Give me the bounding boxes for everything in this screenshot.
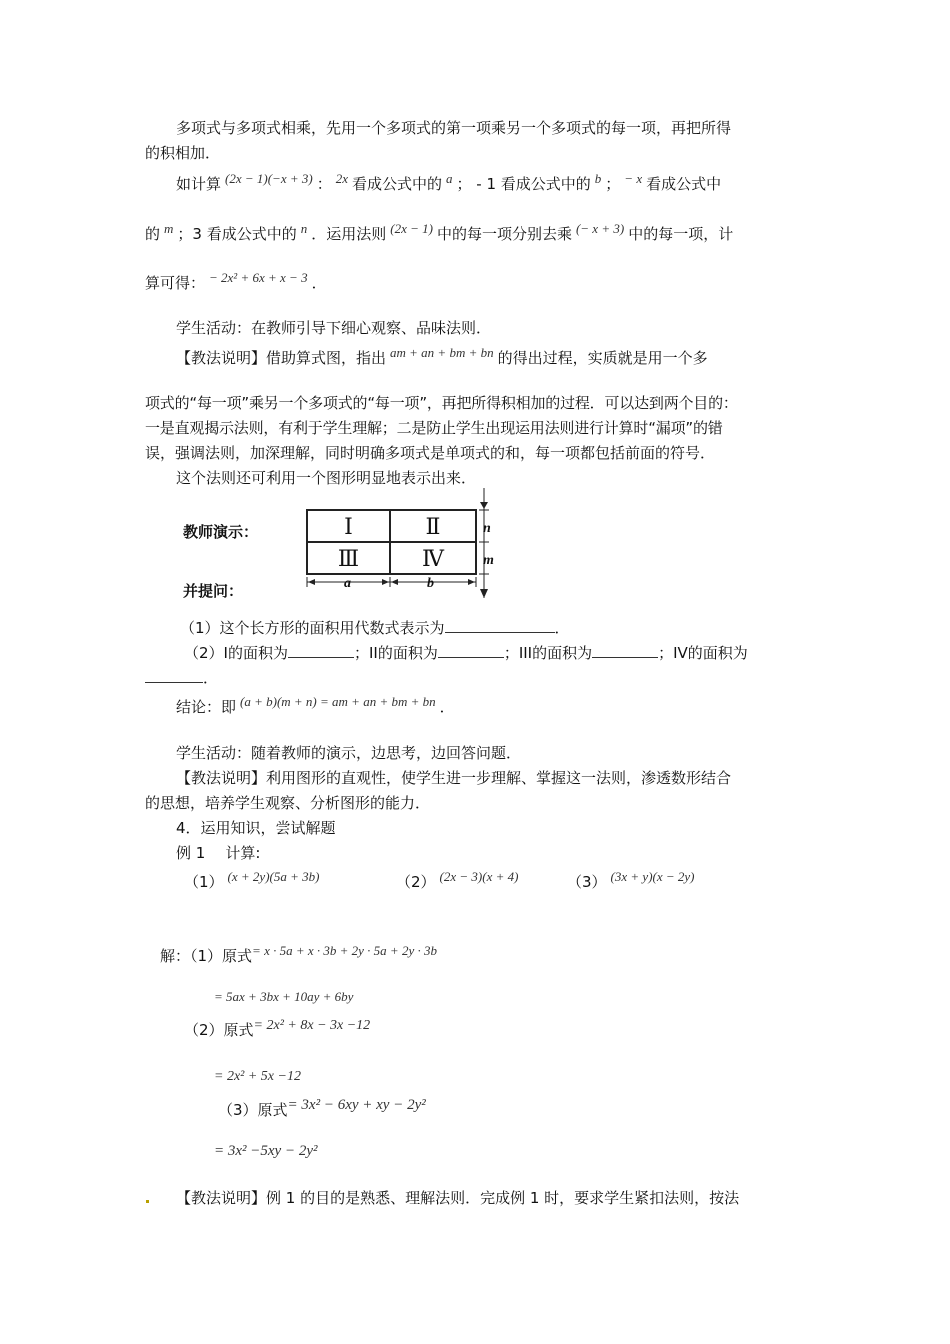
answer-blank: [445, 618, 555, 633]
note-1-line-3: 一是直观揭示法则，有利于学生理解；二是防止学生出现运用法则进行计算时“漏项”的错: [145, 419, 723, 437]
text: 例 1: [176, 844, 206, 862]
cell-4: Ⅳ: [422, 546, 444, 571]
text: 的得出过程，实质就是用一个多: [497, 349, 708, 367]
student-activity-2: 学生活动：随着教师的演示，边思考，边回答问题．: [176, 744, 522, 762]
text: 看成公式中: [646, 175, 722, 193]
text: ；III的面积为: [503, 644, 593, 662]
math-expr: (2x − 3)(x + 4): [439, 869, 519, 884]
cell-3: Ⅲ: [337, 546, 360, 571]
cell-2: Ⅱ: [425, 514, 441, 539]
math-expr: (2x − 1): [390, 221, 433, 236]
text: ；II的面积为: [353, 644, 438, 662]
solution-3-line-1: [218, 1097, 430, 1121]
cell-1: Ⅰ: [344, 514, 353, 539]
text: ：: [316, 175, 332, 193]
math-var: m: [164, 221, 174, 236]
math-expr: = x · 5a + x · 3b + 2y · 5a + 2y · 3b: [252, 943, 437, 958]
text: （1）这个长方形的面积用代数式表示为: [180, 619, 445, 637]
math-var: n: [300, 221, 308, 236]
para-2-line-1: [176, 171, 722, 195]
note-1-line-4: 误，强调法则，加深理解，同时明确多项式是单项式的和，每一项都包括前面的符号．: [145, 444, 716, 462]
math-expr: (2x − 1)(−x + 3): [225, 171, 313, 186]
dim-a: a: [344, 576, 351, 591]
student-activity-1: 学生活动：在教师引导下细心观察、品味法则．: [176, 319, 492, 337]
text: （2）原式: [184, 1021, 254, 1039]
solution-1-line-2: [210, 986, 357, 1007]
answer-blank: [145, 668, 203, 683]
para-1-line-1: 多项式与多项式相乘，先用一个多项式的第一项乘另一个多项式的每一项，再把所得: [176, 119, 732, 137]
text: ；: [605, 175, 621, 193]
dim-m: m: [483, 553, 494, 568]
example-1-label: [176, 843, 260, 863]
text: （2）I的面积为: [184, 644, 288, 662]
text: ；IV的面积为: [658, 644, 748, 662]
math-expr: (3x + y)(x − 2y): [610, 869, 695, 884]
text: ．运用法则: [311, 225, 387, 243]
answer-blank: [438, 643, 504, 658]
text: ．: [203, 669, 219, 687]
math-expr: = 2x² + 5x −12: [214, 1069, 301, 1084]
text: 的: [145, 225, 161, 243]
math-expr: (x + 2y)(5a + 3b): [227, 869, 320, 884]
decorative-dot: [146, 1200, 149, 1203]
text: 如计算: [176, 175, 222, 193]
solution-3-line-2: [210, 1140, 322, 1161]
text: ；3 看成公式中的: [177, 225, 297, 243]
math-expr: − x: [624, 171, 643, 186]
text: 结论：即: [176, 698, 237, 716]
text: ．: [439, 698, 455, 716]
text: 算可得：: [145, 274, 206, 292]
para-2-line-3: [145, 270, 327, 294]
dim-b: b: [427, 576, 434, 591]
math-expr: 2x: [335, 171, 348, 186]
text: （3）原式: [218, 1101, 288, 1119]
text: 计算:: [225, 844, 261, 862]
text: ．: [311, 274, 327, 292]
text: 中的每一项分别去乘: [436, 225, 572, 243]
question-2-end: [145, 668, 218, 688]
section-4-heading: 4．运用知识，尝试解题: [176, 819, 336, 837]
example-item-3: [567, 869, 699, 893]
note-1-line-1: [176, 345, 708, 369]
note-1-line-2: 项式的“每一项”乘另一个多项式的“每一项”，再把所得积相加的过程．可以达到两个目的：: [145, 394, 738, 412]
answer-blank: [592, 643, 658, 658]
text: 解：（1）原式: [160, 947, 253, 965]
math-expr: = 3x² −5xy − 2y²: [214, 1143, 318, 1159]
text: 中的每一项，计: [628, 225, 734, 243]
math-var: b: [594, 171, 602, 186]
note-3: 【教法说明】例 1 的目的是熟悉、理解法则．完成例 1 时，要求学生紧扣法则，按法: [176, 1189, 740, 1207]
math-expr: am + an + bm + bn: [390, 345, 494, 360]
math-expr: (− x + 3): [575, 221, 625, 236]
text: 【教法说明】借助算式图，指出: [176, 349, 387, 367]
question-2: [184, 643, 748, 663]
math-var: a: [446, 171, 453, 186]
dim-n: n: [483, 521, 491, 536]
math-expr: = 2x² + 8x − 3x −12: [253, 1018, 371, 1033]
math-expr: (a + b)(m + n) = am + an + bm + bn: [240, 694, 436, 709]
question-1: [180, 618, 570, 638]
figure-label-ask: 并提问：: [183, 582, 244, 600]
figure-label-demo: 教师演示：: [183, 523, 259, 541]
para-2-line-2: [145, 221, 734, 245]
math-expr: = 5ax + 3bx + 10ay + 6by: [214, 989, 354, 1004]
example-item-2: [396, 869, 522, 893]
solution-2-line-1: [184, 1020, 374, 1042]
math-expr: − 2x² + 6x + x − 3: [209, 270, 308, 285]
example-item-1: [184, 869, 323, 893]
conclusion: [176, 694, 455, 718]
para-1-line-2: 的积相加．: [145, 144, 221, 162]
text: （3）: [567, 873, 607, 891]
solution-1-line-1: [160, 943, 441, 967]
note-2-line-2: 的思想，培养学生观察、分析图形的能力．: [145, 794, 431, 812]
text: ．: [554, 619, 570, 637]
text: （2）: [396, 873, 436, 891]
text: 看成公式中的: [352, 175, 443, 193]
para-3: 这个法则还可利用一个图形明显地表示出来．: [176, 469, 477, 487]
math-expr: = 3x² − 6xy + xy − 2y²: [287, 1097, 426, 1113]
answer-blank: [288, 643, 354, 658]
text: （1）: [184, 873, 224, 891]
text: ； - 1 看成公式中的: [456, 175, 591, 193]
note-2-line-1: 【教法说明】利用图形的直观性，使学生进一步理解、掌握这一法则，渗透数形结合: [176, 769, 732, 787]
solution-2-line-2: [210, 1065, 305, 1087]
